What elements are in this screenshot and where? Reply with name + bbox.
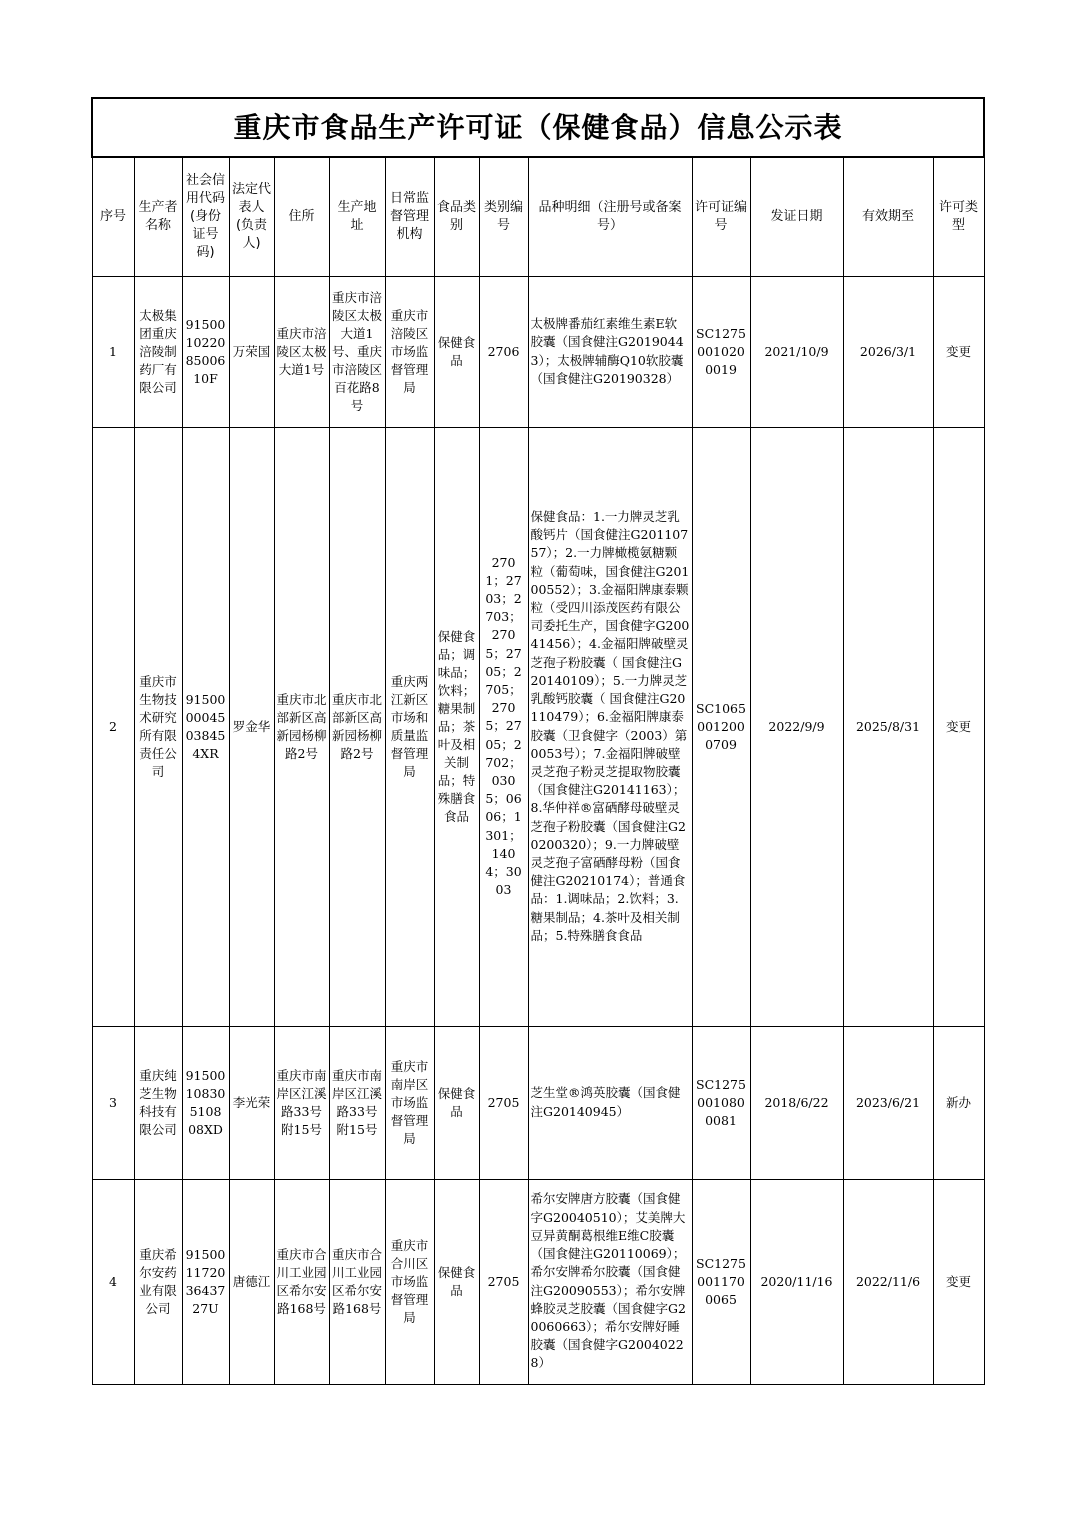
cell-name: 重庆纯芝生物科技有限公司 <box>134 1026 182 1179</box>
header-code: 类别编号 <box>479 157 528 276</box>
cell-detail: 希尔安牌唐方胶囊（国食健字G20040510）；艾美牌大豆异黄酮葛根维E维C胶囊（国食健注G20110069）；希尔安牌希尔胶囊（国食健注G20090553）；希尔安牌蜂胶灵芝胶囊（国食健字G20060663）；希尔安牌好睡胶囊（国食健字G20040228） <box>528 1179 692 1384</box>
cell-license: SC12750011700065 <box>692 1179 750 1384</box>
header-residence: 住所 <box>274 157 329 276</box>
cell-code: 2701；2703；2703；2705；2705；2705；2705；2705；2702；0305；0606；1301；1404；3003 <box>479 427 528 1026</box>
header-seq: 序号 <box>92 157 134 276</box>
header-valid: 有效期至 <box>843 157 933 276</box>
cell-code: 2705 <box>479 1179 528 1384</box>
cell-valid: 2026/3/1 <box>843 276 933 427</box>
cell-legal: 李光荣 <box>229 1026 274 1179</box>
cell-credit: 91500102208500610F <box>182 276 229 427</box>
cell-category: 保健食品 <box>434 1179 479 1384</box>
cell-residence: 重庆市北部新区高新园杨柳路2号 <box>274 427 329 1026</box>
cell-type: 变更 <box>933 1179 984 1384</box>
header-name: 生产者名称 <box>134 157 182 276</box>
cell-category: 保健食品 <box>434 276 479 427</box>
cell-issue: 2021/10/9 <box>750 276 843 427</box>
cell-agency: 重庆市合川区市场监督管理局 <box>385 1179 434 1384</box>
cell-seq: 3 <box>92 1026 134 1179</box>
document-sheet <box>91 97 983 1385</box>
cell-issue: 2018/6/22 <box>750 1026 843 1179</box>
cell-valid: 2025/8/31 <box>843 427 933 1026</box>
cell-category: 保健食品 <box>434 1026 479 1179</box>
cell-license: SC12750010200019 <box>692 276 750 427</box>
cell-address: 重庆市合川工业园区希尔安路168号 <box>329 1179 385 1384</box>
cell-legal: 唐德江 <box>229 1179 274 1384</box>
cell-agency: 重庆两江新区市场和质量监督管理局 <box>385 427 434 1026</box>
cell-seq: 4 <box>92 1179 134 1384</box>
cell-category: 保健食品；调味品；饮料；糖果制品；茶叶及相关制品；特殊膳食食品 <box>434 427 479 1026</box>
header-address: 生产地址 <box>329 157 385 276</box>
cell-name: 重庆希尔安药业有限公司 <box>134 1179 182 1384</box>
cell-residence: 重庆市南岸区江溪路33号附15号 <box>274 1026 329 1179</box>
license-table <box>91 97 985 1385</box>
table-row <box>92 276 984 427</box>
cell-credit: 915000004503845 4XR <box>182 427 229 1026</box>
header-detail: 品种明细（注册号或备案号） <box>528 157 692 276</box>
cell-agency: 重庆市南岸区市场监督管理局 <box>385 1026 434 1179</box>
header-agency: 日常监督管理机构 <box>385 157 434 276</box>
cell-residence: 重庆市合川工业园区希尔安路168号 <box>274 1179 329 1384</box>
header-credit: 社会信用代码(身份证号码) <box>182 157 229 276</box>
cell-issue: 2020/11/16 <box>750 1179 843 1384</box>
header-issue: 发证日期 <box>750 157 843 276</box>
cell-name: 太极集团重庆涪陵制药厂有限公司 <box>134 276 182 427</box>
page-title: 重庆市食品生产许可证（保健食品）信息公示表 <box>92 98 984 157</box>
header-legal: 法定代表人(负责人) <box>229 157 274 276</box>
cell-legal: 罗金华 <box>229 427 274 1026</box>
cell-valid: 2023/6/21 <box>843 1026 933 1179</box>
cell-code: 2705 <box>479 1026 528 1179</box>
cell-type: 变更 <box>933 427 984 1026</box>
header-row <box>92 157 984 276</box>
cell-residence: 重庆市涪陵区太极大道1号 <box>274 276 329 427</box>
cell-detail: 太极牌番茄红素维生素E软胶囊（国食健注G20190443）；太极牌辅酶Q10软胶囊（国食健注G20190328） <box>528 276 692 427</box>
header-category: 食品类别 <box>434 157 479 276</box>
cell-seq: 2 <box>92 427 134 1026</box>
cell-detail: 保健食品：1.一力牌灵芝乳酸钙片（国食健注G20110757）；2.一力牌橄榄氨糖颗粒（葡萄味，国食健注G20100552）；3.金福阳牌康泰颗粒（受四川添茂医药有限公司委托生产，国食健字G20041456）；4.金福阳牌破壁灵芝孢子粉胶囊（ 国食健注G20140109）；5.一力牌灵芝乳酸钙胶囊（ 国食健注G20110479）；6.金福阳牌康泰胶囊（卫食健字（2003）第0053号）；7.金福阳牌破壁灵芝孢子粉灵芝提取物胶囊（国食健注G20141163）；8.华仲祥®富硒酵母破壁灵芝孢子粉胶囊（国食健注G20200320）；9.一力牌破壁灵芝孢子富硒酵母粉（国食健注G20210174）；普通食品：1.调味品；2.饮料；3.糖果制品；4.茶叶及相关制品；5.特殊膳食食品 <box>528 427 692 1026</box>
cell-issue: 2022/9/9 <box>750 427 843 1026</box>
cell-seq: 1 <box>92 276 134 427</box>
table-row <box>92 427 984 1026</box>
cell-type: 变更 <box>933 276 984 427</box>
cell-credit: 91500117203643727U <box>182 1179 229 1384</box>
cell-address: 重庆市南岸区江溪路33号附15号 <box>329 1026 385 1179</box>
cell-address: 重庆市北部新区高新园杨柳路2号 <box>329 427 385 1026</box>
cell-detail: 芝生堂®鸿英胶囊（国食健注G20140945） <box>528 1026 692 1179</box>
cell-agency: 重庆市涪陵区市场监督管理局 <box>385 276 434 427</box>
cell-valid: 2022/11/6 <box>843 1179 933 1384</box>
cell-license: SC10650012000709 <box>692 427 750 1026</box>
cell-legal: 万荣国 <box>229 276 274 427</box>
table-row <box>92 1026 984 1179</box>
cell-address: 重庆市涪陵区太极大道1号、重庆市涪陵区百花路8号 <box>329 276 385 427</box>
cell-type: 新办 <box>933 1026 984 1179</box>
cell-credit: 91500108305108 08XD <box>182 1026 229 1179</box>
cell-license: SC12750010800081 <box>692 1026 750 1179</box>
cell-name: 重庆市生物技术研究所有限责任公司 <box>134 427 182 1026</box>
header-license: 许可证编号 <box>692 157 750 276</box>
header-type: 许可类型 <box>933 157 984 276</box>
table-row <box>92 1179 984 1384</box>
cell-code: 2706 <box>479 276 528 427</box>
